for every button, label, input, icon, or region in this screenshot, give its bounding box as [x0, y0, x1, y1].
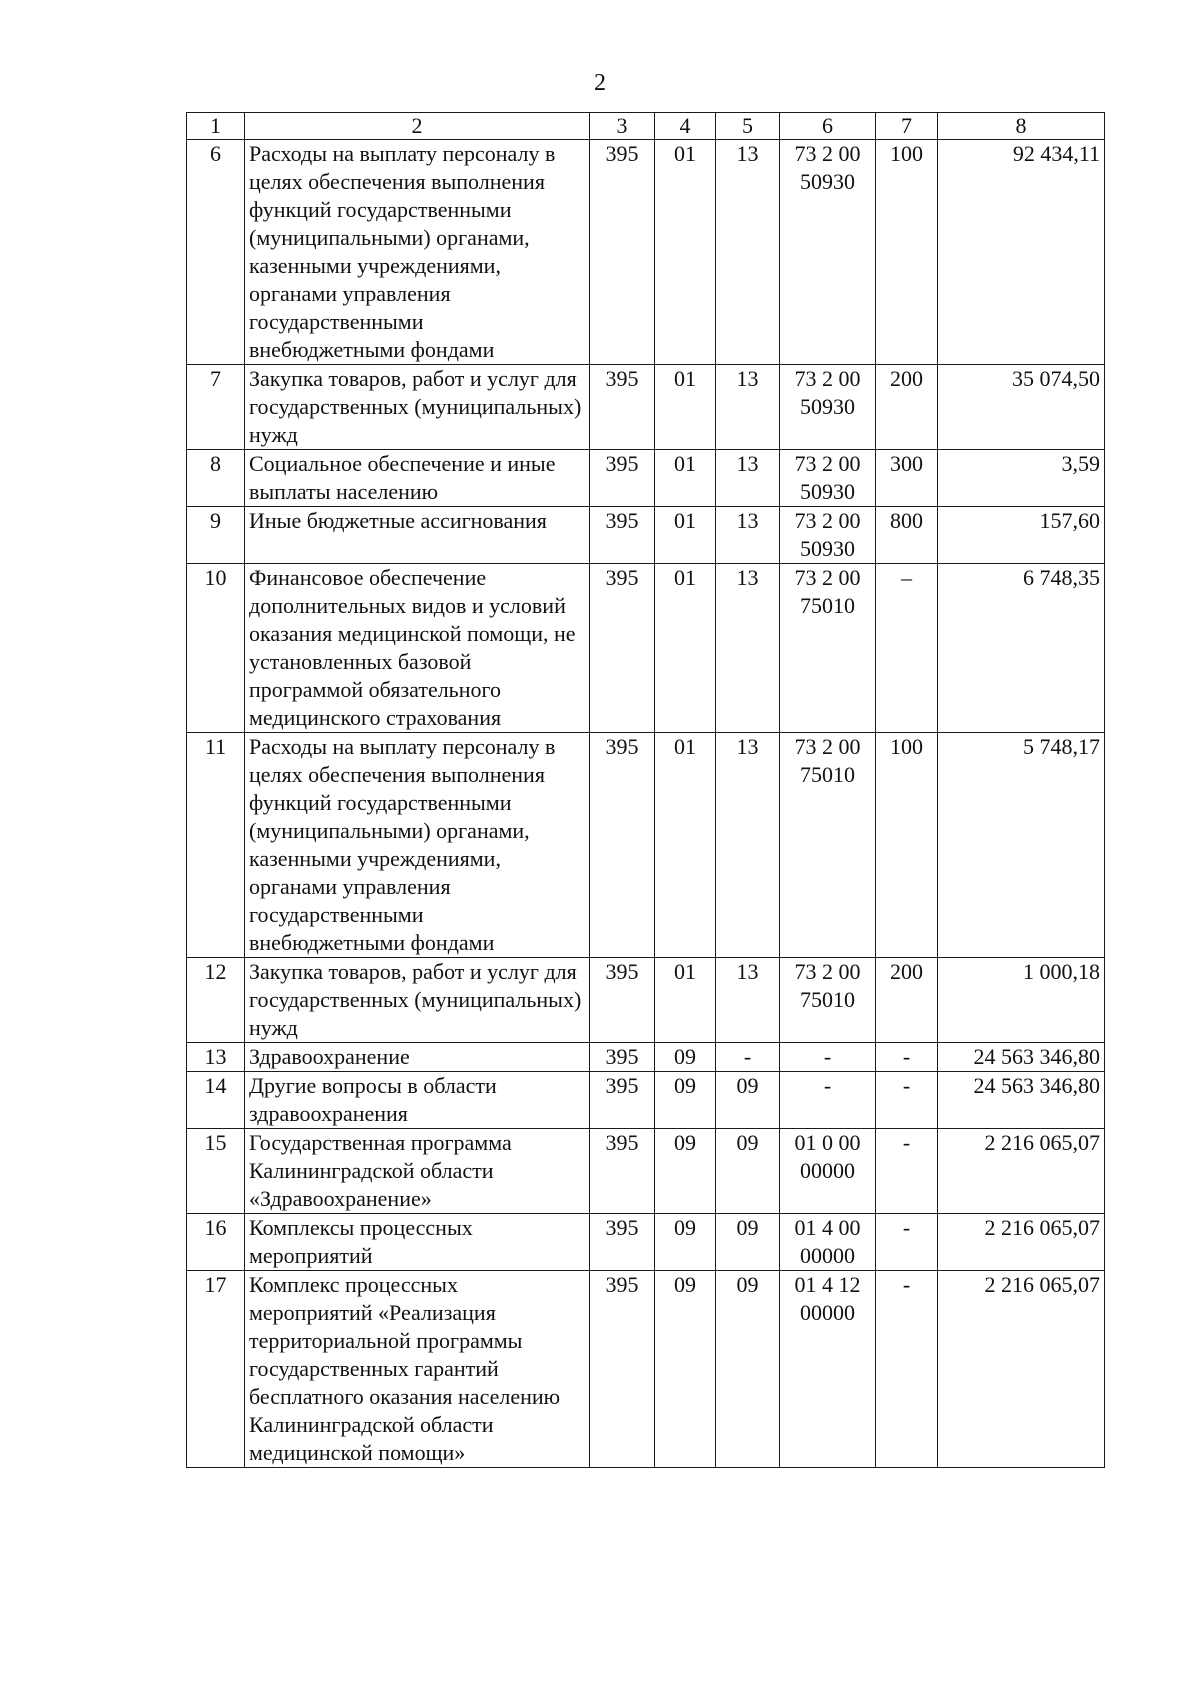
amount-cell: 24 563 346,80 [938, 1072, 1105, 1129]
target-article-cell [780, 564, 876, 733]
table-header-row [187, 113, 1105, 140]
ministry-code-cell: 395 [590, 1271, 655, 1468]
expense-name-cell: Социальное обеспечение и иные выплаты населению [245, 450, 590, 507]
target-article-cell [780, 365, 876, 450]
target-article-cell [780, 1271, 876, 1468]
target-article-line: 50930 [800, 536, 855, 561]
ministry-code-cell: 395 [590, 958, 655, 1043]
target-article-line: 75010 [800, 987, 855, 1012]
section-code-cell: 01 [655, 365, 716, 450]
target-article-line: 75010 [800, 762, 855, 787]
ministry-code-cell: 395 [590, 1072, 655, 1129]
expense-name-cell: Закупка товаров, работ и услуг для государственных (муниципальных) нужд [245, 365, 590, 450]
amount-cell: 5 748,17 [938, 733, 1105, 958]
expense-name-cell: Иные бюджетные ассигнования [245, 507, 590, 564]
ministry-code-cell: 395 [590, 365, 655, 450]
expense-name-cell: Здравоохранение [245, 1043, 590, 1072]
expense-name-cell: Закупка товаров, работ и услуг для государственных (муниципальных) нужд [245, 958, 590, 1043]
table-row [187, 1043, 1105, 1072]
amount-cell: 6 748,35 [938, 564, 1105, 733]
target-article-line: - [823, 1044, 832, 1069]
header-cell: 3 [590, 113, 655, 140]
row-number-cell: 7 [187, 365, 245, 450]
target-article-line: 50930 [800, 394, 855, 419]
expense-type-cell: - [876, 1129, 938, 1214]
row-number-cell: 12 [187, 958, 245, 1043]
table-row [187, 1129, 1105, 1214]
section-code-cell: 01 [655, 958, 716, 1043]
ministry-code-cell: 395 [590, 1214, 655, 1271]
target-article-line: 50930 [800, 169, 855, 194]
row-number-cell: 17 [187, 1271, 245, 1468]
header-cell: 5 [716, 113, 780, 140]
expense-type-cell: 800 [876, 507, 938, 564]
expense-type-cell: - [876, 1271, 938, 1468]
table-row [187, 733, 1105, 958]
row-number-cell: 15 [187, 1129, 245, 1214]
amount-cell: 24 563 346,80 [938, 1043, 1105, 1072]
expense-name-cell: Финансовое обеспечение дополнительных видов и условий оказания медицинской помощи, не установленных базовой программой обязательного медицинского страхования [245, 564, 590, 733]
subsection-code-cell: 13 [716, 507, 780, 564]
budget-table [186, 112, 1105, 1468]
subsection-code-cell: 13 [716, 958, 780, 1043]
target-article-line: 75010 [800, 593, 855, 618]
target-article-line: 01 4 00 [794, 1215, 861, 1240]
target-article-cell [780, 1072, 876, 1129]
target-article-cell [780, 733, 876, 958]
amount-cell: 157,60 [938, 507, 1105, 564]
target-article-cell [780, 1214, 876, 1271]
target-article-cell [780, 1043, 876, 1072]
ministry-code-cell: 395 [590, 564, 655, 733]
section-code-cell: 01 [655, 564, 716, 733]
amount-cell: 1 000,18 [938, 958, 1105, 1043]
subsection-code-cell: 13 [716, 365, 780, 450]
amount-cell: 2 216 065,07 [938, 1129, 1105, 1214]
row-number-cell: 16 [187, 1214, 245, 1271]
target-article-cell [780, 958, 876, 1043]
table-row [187, 507, 1105, 564]
section-code-cell: 09 [655, 1214, 716, 1271]
header-cell: 2 [245, 113, 590, 140]
expense-type-cell: - [876, 1214, 938, 1271]
page-number: 2 [594, 70, 606, 96]
target-article-line: 73 2 00 [794, 508, 861, 533]
target-article-line: 73 2 00 [794, 565, 861, 590]
expense-type-cell: 100 [876, 140, 938, 365]
ministry-code-cell: 395 [590, 1043, 655, 1072]
expense-name-cell: Комплекс процессных мероприятий «Реализация территориальной программы государственных гарантий бесплатного оказания населению Калининградской области медицинской помощи» [245, 1271, 590, 1468]
section-code-cell: 01 [655, 733, 716, 958]
subsection-code-cell: 13 [716, 140, 780, 365]
section-code-cell: 01 [655, 450, 716, 507]
header-cell: 8 [938, 113, 1105, 140]
ministry-code-cell: 395 [590, 450, 655, 507]
amount-cell: 2 216 065,07 [938, 1271, 1105, 1468]
section-code-cell: 09 [655, 1043, 716, 1072]
table-row [187, 450, 1105, 507]
table-row [187, 1214, 1105, 1271]
amount-cell: 2 216 065,07 [938, 1214, 1105, 1271]
expense-name-cell: Государственная программа Калининградской области «Здравоохранение» [245, 1129, 590, 1214]
target-article-cell [780, 1129, 876, 1214]
target-article-line: 01 0 00 [794, 1130, 861, 1155]
ministry-code-cell: 395 [590, 733, 655, 958]
section-code-cell: 09 [655, 1271, 716, 1468]
expense-type-cell: - [876, 1072, 938, 1129]
row-number-cell: 13 [187, 1043, 245, 1072]
target-article-line: 73 2 00 [794, 141, 861, 166]
table-row [187, 365, 1105, 450]
target-article-line: 73 2 00 [794, 734, 861, 759]
expense-type-cell: - [876, 1043, 938, 1072]
section-code-cell: 09 [655, 1129, 716, 1214]
subsection-code-cell: 13 [716, 450, 780, 507]
row-number-cell: 14 [187, 1072, 245, 1129]
target-article-line: 73 2 00 [794, 366, 861, 391]
expense-type-cell: 200 [876, 365, 938, 450]
expense-type-cell: 300 [876, 450, 938, 507]
amount-cell: 92 434,11 [938, 140, 1105, 365]
subsection-code-cell: 13 [716, 564, 780, 733]
header-cell: 7 [876, 113, 938, 140]
subsection-code-cell: 09 [716, 1271, 780, 1468]
table-row [187, 140, 1105, 365]
table-row [187, 1072, 1105, 1129]
expense-type-cell: – [876, 564, 938, 733]
amount-cell: 35 074,50 [938, 365, 1105, 450]
target-article-line: 50930 [800, 479, 855, 504]
subsection-code-cell: - [716, 1043, 780, 1072]
target-article-line: 00000 [800, 1243, 855, 1268]
table-row [187, 1271, 1105, 1468]
amount-cell: 3,59 [938, 450, 1105, 507]
expense-name-cell: Другие вопросы в области здравоохранения [245, 1072, 590, 1129]
ministry-code-cell: 395 [590, 507, 655, 564]
header-cell: 6 [780, 113, 876, 140]
budget-table-body [187, 113, 1105, 1468]
target-article-line: 01 4 12 [794, 1272, 861, 1297]
ministry-code-cell: 395 [590, 140, 655, 365]
subsection-code-cell: 13 [716, 733, 780, 958]
section-code-cell: 09 [655, 1072, 716, 1129]
target-article-line: - [823, 1073, 832, 1098]
row-number-cell: 9 [187, 507, 245, 564]
expense-name-cell: Расходы на выплату персоналу в целях обеспечения выполнения функций государственными (муниципальными) органами, казенными учреждениями, органами управления государственными внебюджетными фондами [245, 733, 590, 958]
target-article-line: 73 2 00 [794, 959, 861, 984]
expense-name-cell: Комплексы процессных мероприятий [245, 1214, 590, 1271]
target-article-line: 00000 [800, 1158, 855, 1183]
row-number-cell: 8 [187, 450, 245, 507]
target-article-cell [780, 507, 876, 564]
expense-name-cell: Расходы на выплату персоналу в целях обеспечения выполнения функций государственными (муниципальными) органами, казенными учреждениями, органами управления государственными внебюджетными фондами [245, 140, 590, 365]
target-article-cell [780, 140, 876, 365]
target-article-line: 00000 [800, 1300, 855, 1325]
subsection-code-cell: 09 [716, 1072, 780, 1129]
target-article-line: 73 2 00 [794, 451, 861, 476]
row-number-cell: 10 [187, 564, 245, 733]
expense-type-cell: 200 [876, 958, 938, 1043]
table-row [187, 564, 1105, 733]
ministry-code-cell: 395 [590, 1129, 655, 1214]
section-code-cell: 01 [655, 140, 716, 365]
subsection-code-cell: 09 [716, 1129, 780, 1214]
row-number-cell: 11 [187, 733, 245, 958]
expense-type-cell: 100 [876, 733, 938, 958]
target-article-cell [780, 450, 876, 507]
header-cell: 1 [187, 113, 245, 140]
section-code-cell: 01 [655, 507, 716, 564]
subsection-code-cell: 09 [716, 1214, 780, 1271]
header-cell: 4 [655, 113, 716, 140]
table-row [187, 958, 1105, 1043]
row-number-cell: 6 [187, 140, 245, 365]
